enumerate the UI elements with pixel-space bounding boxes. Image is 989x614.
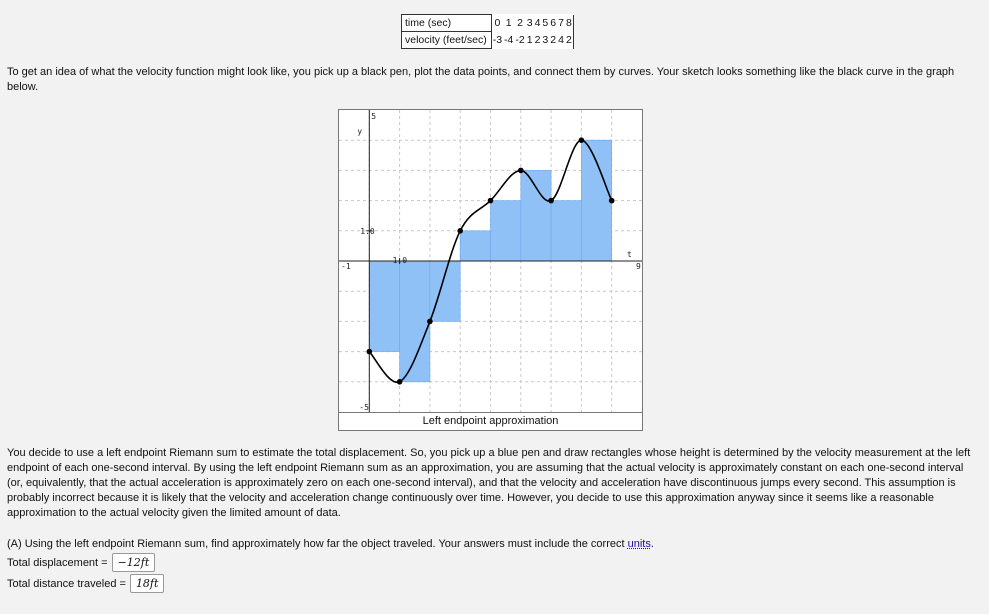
displacement-row (7, 553, 155, 572)
riemann-rectangle (521, 170, 551, 261)
velocity-cell: 2 (565, 32, 573, 49)
time-cell: 4 (534, 17, 541, 29)
riemann-rectangle (430, 261, 460, 321)
velocity-cell: 2 (550, 34, 557, 46)
x-max-label: 9 (636, 262, 641, 271)
x-tick-label: 1.0 (392, 256, 408, 265)
time-cell: 8 (565, 15, 573, 32)
riemann-rectangle (581, 140, 611, 261)
riemann-rectangle (400, 261, 430, 382)
y-min-label: -5 (359, 403, 369, 412)
displacement-answer-field[interactable]: −12ft (112, 553, 156, 572)
velocity-cell: -4 (504, 34, 514, 46)
time-label: time (sec) (402, 15, 492, 32)
data-table (401, 14, 574, 49)
question-prefix: (A) Using the left endpoint Riemann sum, find approximately how far the object traveled. Your answers must include the correct (7, 538, 628, 550)
riemann-rectangle (491, 201, 521, 261)
data-point (457, 228, 463, 234)
intro-paragraph: To get an idea of what the velocity function might look like, you pick up a black pen, plot the data points, and connect them by curves. Your sketch looks something like the black curve in the graph below. (7, 66, 955, 93)
time-cell: 2 (517, 17, 523, 29)
distance-row (7, 574, 164, 593)
graph-caption: Left endpoint approximation (339, 412, 642, 430)
riemann-rectangle (369, 261, 399, 352)
time-cell: 0 (494, 17, 501, 29)
question-suffix: . (650, 538, 654, 550)
data-point (367, 349, 373, 355)
riemann-rectangle (551, 201, 581, 261)
velocity-cell: 4 (558, 34, 564, 46)
distance-label: Total distance traveled = (7, 577, 126, 590)
time-cell: 5 (542, 17, 549, 29)
explanation-paragraph: You decide to use a left endpoint Riemann sum to estimate the total displacement. So, you pick up a blue pen and draw rectangles whose height is determined by the velocity measurement at the left endpoint of each one-second interval. By using the left endpoint Riemann sum as an approximation, you are assuming that the actual velocity is approximately constant on each one-second interval (or, equivalently, that the actual acceleration is approximately zero on each one-second interval), and that the velocity and acceleration have discontinuous jumps every second. This assumption is probably incorrect because it is likely that the velocity and acceleration change continuously over time. However, you decide to use this approximation anyway since it seems like a reasonable approximation to the actual velocity given the limited amount of data. (7, 447, 971, 519)
y-axis-label: y (357, 127, 363, 136)
time-cell: 6 (550, 17, 557, 29)
velocity-cell: -2 (515, 34, 525, 46)
x-min-label: -1 (341, 262, 351, 271)
chart-canvas (339, 110, 642, 412)
time-cell: 1 (505, 17, 512, 29)
data-point (397, 379, 403, 385)
velocity-cell: 3 (542, 34, 549, 46)
riemann-rectangle (460, 231, 490, 261)
distance-answer-field[interactable]: 18ft (130, 574, 165, 593)
velocity-cell: 1 (526, 34, 533, 46)
velocity-row (402, 32, 574, 49)
data-point (518, 168, 524, 174)
data-point (609, 198, 615, 204)
x-axis-label: t (627, 250, 632, 259)
question-text (7, 537, 977, 552)
velocity-label: velocity (feet/sec) (402, 32, 492, 49)
time-cell: 3 (526, 17, 533, 29)
y-tick-label: 1.0 (360, 226, 375, 236)
units-link[interactable]: units (627, 538, 651, 550)
velocity-cell: -3 (492, 34, 503, 46)
data-point (579, 137, 585, 143)
velocity-cell: 2 (534, 34, 541, 46)
data-point (427, 319, 433, 325)
y-max-label: 5 (371, 112, 377, 121)
time-cell: 7 (558, 17, 564, 29)
riemann-graph (338, 109, 643, 431)
time-row (402, 15, 574, 32)
data-point (488, 198, 494, 204)
displacement-label: Total displacement = (7, 556, 108, 569)
data-point (548, 198, 554, 204)
